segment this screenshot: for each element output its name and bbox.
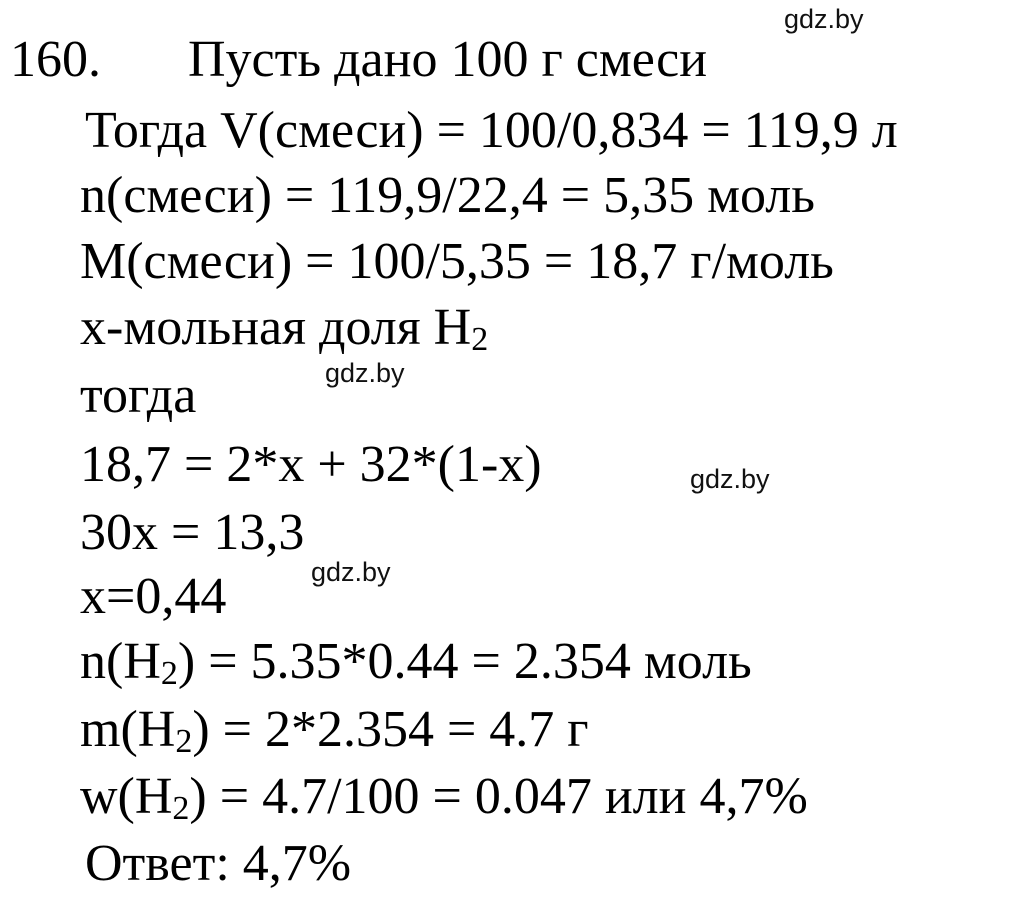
watermark: gdz.by [784, 4, 864, 34]
problem-number: 160. [10, 31, 101, 88]
solution-line-moles: n(смеси) = 119,9/22,4 = 5,35 моль [80, 167, 815, 224]
solution-line-x-value: x=0,44 [80, 568, 227, 625]
m-h2-post: ) = 2*2.354 = 4.7 г [192, 701, 589, 758]
solution-line-n-h2 [80, 632, 752, 692]
w-h2-post: ) = 4.7/100 = 0.047 или 4,7% [189, 768, 808, 825]
answer-line: Ответ: 4,7% [85, 835, 352, 892]
subscript: 2 [160, 655, 178, 692]
watermark: gdz.by [325, 358, 405, 388]
subscript: 2 [175, 723, 193, 760]
solution-line-simplified: 30x = 13,3 [80, 504, 305, 561]
solution-line-mole-fraction [80, 298, 488, 358]
subscript: 2 [172, 790, 190, 827]
solution-line-equation: 18,7 = 2*x + 32*(1-x) [80, 436, 542, 493]
watermark: gdz.by [311, 557, 391, 587]
w-h2-pre: w(H [80, 768, 173, 825]
n-h2-post: ) = 5.35*0.44 = 2.354 моль [177, 633, 752, 690]
n-h2-pre: n(H [80, 633, 161, 690]
subscript: 2 [471, 321, 489, 358]
mole-fraction-text: х-мольная доля H [80, 299, 472, 356]
problem-heading: Пусть дано 100 г смеси [188, 31, 708, 88]
watermark: gdz.by [690, 464, 770, 494]
solution-line-volume: Тогда V(смеси) = 100/0,834 = 119,9 л [85, 102, 898, 159]
solution-line-m-h2 [80, 700, 589, 760]
m-h2-pre: m(H [80, 701, 176, 758]
solution-line-then: тогда [80, 367, 197, 424]
solution-line-molar-mass: M(смеси) = 100/5,35 = 18,7 г/моль [80, 233, 834, 290]
solution-line-w-h2 [80, 767, 808, 827]
